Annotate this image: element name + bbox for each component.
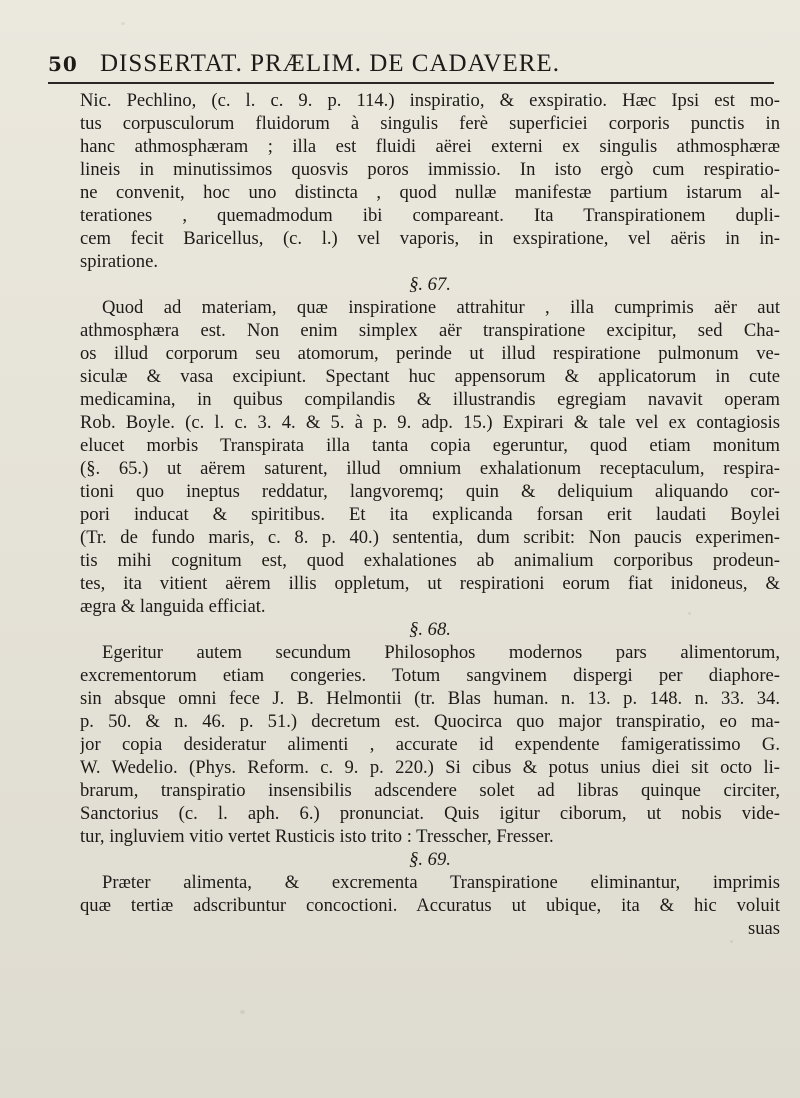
text-line: Egeritur autem secundum Philosophos modernos pars alimentorum, xyxy=(102,642,780,663)
text-line: brarum, transpiratio insensibilis adscendere solet ad libras quinque circiter, xyxy=(80,780,780,801)
text-line: Quod ad materiam, quæ inspiratione attrahitur , illa cumprimis aër aut xyxy=(102,297,780,318)
text-line: athmosphæra est. Non enim simplex aër transpiratione excipitur, sed Cha- xyxy=(80,320,780,341)
text-line: siculæ & vasa excipiunt. Spectant huc appensorum & applicatorum in cute xyxy=(80,366,780,387)
text-line: excrementorum etiam congeries. Totum sangvinem dispergi per diaphore- xyxy=(80,665,780,686)
text-line: quæ tertiæ adscribuntur concoctioni. Accuratus ut ubique, ita & hic voluit xyxy=(80,895,780,916)
text-line: Præter alimenta, & excrementa Transpiratione eliminantur, imprimis xyxy=(102,872,780,893)
section-marker: §. 67. xyxy=(409,274,451,295)
body-text xyxy=(80,89,780,940)
text-line: jor copia desideratur alimenti , accurate id expendente famigeratissimo G. xyxy=(80,734,780,755)
catchword: suas xyxy=(747,918,780,939)
text-line: sin absque omni fece J. B. Helmontii (tr. Blas human. n. 13. p. 148. n. 33. 34. xyxy=(80,688,780,709)
page-number: 50 xyxy=(48,52,78,76)
text-line: lineis in minutissimos quosvis poros immissio. In isto ergò cum respiratio- xyxy=(80,159,780,180)
text-line: elucet morbis Transpirata illa tanta copia egeruntur, quod etiam monitum xyxy=(80,435,780,456)
running-head: DISSERTAT. PRÆLIM. DE CADAVERE. xyxy=(100,50,560,77)
text-line: tis mihi cognitum est, quod exhalationes ab animalium corporibus prodeun- xyxy=(80,550,780,571)
text-line: os illud corporum seu atomorum, perinde ut illud respiratione pulmonum ve- xyxy=(80,343,780,364)
text-line: terationes , quemadmodum ibi compareant. Ita Transpirationem dupli- xyxy=(80,205,780,226)
text-line: medicamina, in quibus compilandis & illustrandis egregiam navavit operam xyxy=(80,389,780,410)
text-line: Sanctorius (c. l. aph. 6.) pronunciat. Quis igitur ciborum, ut nobis vide- xyxy=(80,803,780,824)
text-line: tus corpusculorum fluidorum à singulis ferè superficiei corporis punctis in xyxy=(80,113,780,134)
paper-speck xyxy=(240,1010,245,1014)
paper-speck xyxy=(688,612,691,615)
text-line: Nic. Pechlino, (c. l. c. 9. p. 114.) inspiratio, & exspiratio. Hæc Ipsi est mo- xyxy=(80,90,780,111)
text-line: (§. 65.) ut aërem saturent, illud omnium exhalationum receptaculum, respira- xyxy=(80,458,780,479)
section-marker: §. 68. xyxy=(409,619,451,640)
text-line: ne convenit, hoc uno distincta , quod nullæ manifestæ partium istarum al- xyxy=(80,182,780,203)
text-line: hanc athmosphæram ; illa est fluidi aërei externi ex singulis athmosphæræ xyxy=(80,136,780,157)
text-line: cem fecit Baricellus, (c. l.) vel vaporis, in exspiratione, vel aëris in in- xyxy=(80,228,780,249)
text-line: ægra & languida efficiat. xyxy=(80,596,266,617)
text-line: tioni quo ineptus reddatur, langvoremq; quin & deliquium aliquando cor- xyxy=(80,481,780,502)
text-line: p. 50. & n. 46. p. 51.) decretum est. Quocirca quo major transpiratio, eo ma- xyxy=(80,711,780,732)
text-line: pori inducat & spiritibus. Et ita explicanda forsan erit laudati Boylei xyxy=(80,504,780,525)
paper-speck xyxy=(121,22,125,25)
text-line: tes, ita vitient aërem illis oppletum, ut respirationi eorum fiat inidoneus, & xyxy=(80,573,780,594)
text-line: spiratione. xyxy=(80,251,158,272)
section-marker: §. 69. xyxy=(409,849,451,870)
text-line: W. Wedelio. (Phys. Reform. c. 9. p. 220.) Si cibus & potus unius diei sit octo li- xyxy=(80,757,780,778)
text-line: tur, ingluviem vitio vertet Rusticis isto trito : Tresscher, Fresser. xyxy=(80,826,554,847)
paper-speck xyxy=(730,940,733,943)
page-header xyxy=(48,48,774,84)
text-line: (Tr. de fundo maris, c. 8. p. 40.) sententia, dum scribit: Non paucis experimen- xyxy=(80,527,780,548)
text-line: Rob. Boyle. (c. l. c. 3. 4. & 5. à p. 9. adp. 15.) Expirari & tale vel ex contagiosis xyxy=(80,412,780,433)
